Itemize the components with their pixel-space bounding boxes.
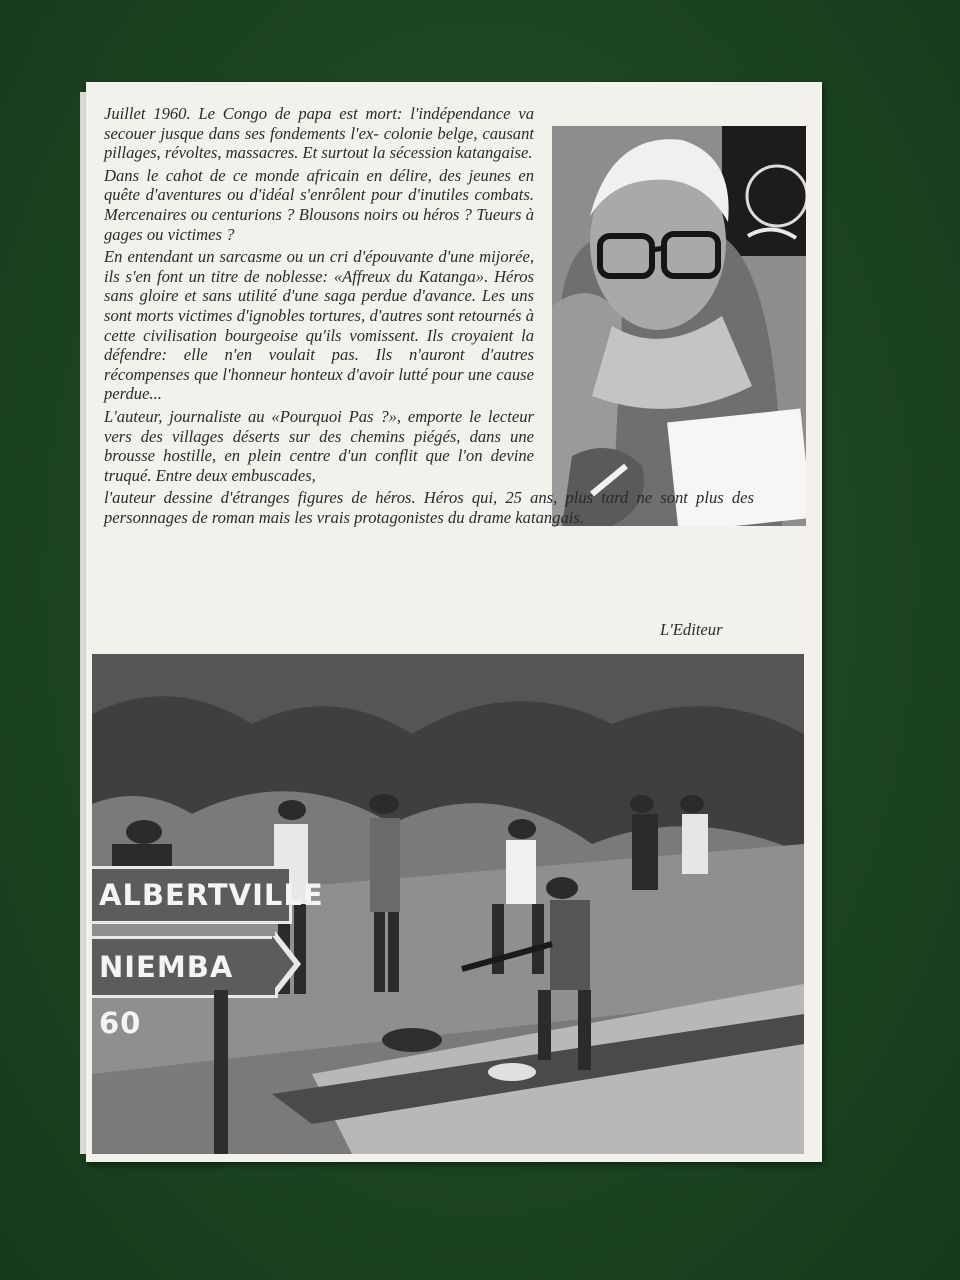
blurb-paragraph-1: Juillet 1960. Le Congo de papa est mort: l'indépendance va secouer jusque dans ses fondements l'ex- colonie belge, causant pillages, révoltes, massacres. Et surtout la sécession katangaise. (104, 104, 534, 163)
blurb-paragraph-2: Dans le cahot de ce monde africain en délire, des jeunes en quête d'aventures ou d'idéal s'enrôlent pour d'inutiles combats. Mercenaires ou centurions ? Blousons noirs ou héros ? Tueurs à gages ou victimes ? (104, 165, 534, 244)
road-sign-arrow-fill (272, 936, 294, 992)
road-sign-post (214, 990, 228, 1154)
blurb-text (104, 104, 762, 530)
road-sign-niemba: NIEMBA 60 (92, 936, 278, 998)
publisher-signature: L'Editeur (660, 620, 723, 639)
blurb-paragraph-3: En entendant un sarcasme ou un cri d'épouvante d'une mijorée, ils s'en font un titre de noblesse: «Affreux du Katanga». Héros sans gloire et sans utilité d'une saga perdue d'avance. Les uns sont morts victimes d'ignobles tortures, d'autres sont retournés à cette civilisation bourgeoise qu'ils vomissent. Ils croyaient la défendre: elle n'en voulait pas. Ils n'auront d'autres récompenses que l'honneur honteux d'avoir lutté pour une cause perdue... (104, 247, 534, 404)
blurb-paragraph-4b: l'auteur dessine d'étranges figures de héros. Héros qui, 25 ans, plus tard ne sont plus des personnages de roman mais les vrais protagonistes du drame katangais. (104, 488, 754, 527)
blurb-paragraph-4a: L'auteur, journaliste au «Pourquoi Pas ?», emporte le lecteur vers des villages déserts sur des chemins piégés, dans une brousse hostille, en plein centre d'un conflit que l'on devine truqué. Entre deux embuscades, (104, 406, 534, 485)
soldiers-photo (92, 654, 804, 1154)
road-sign-albertville: ALBERTVILLE (92, 866, 292, 924)
